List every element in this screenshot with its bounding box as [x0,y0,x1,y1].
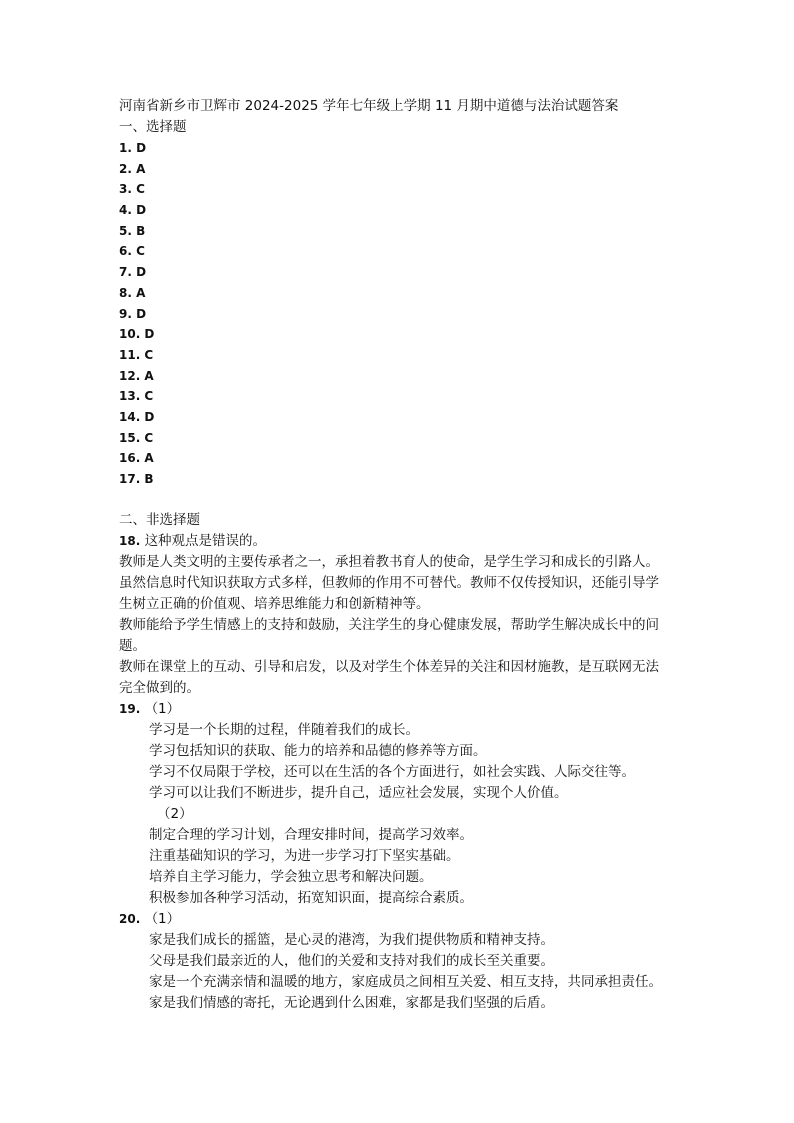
answer-line: 积极参加各种学习活动，拓宽知识面，提高综合素质。 [149,889,473,906]
answer-item: 9. D [119,306,147,321]
answer-line: 学习包括知识的获取、能力的培养和品德的修养等方面。 [149,742,487,759]
answer-item: 16. A [119,451,154,466]
answer-item: 2. A [119,161,146,176]
answer-item: 7. D [119,265,147,280]
spacer [119,490,689,510]
answer-item: 3. C [119,182,145,197]
question-18 [119,531,689,699]
question-lead-text: 这种观点是错误的。 [144,532,267,549]
answer-line: 生树立正确的价值观、培养思维能力和创新精神等。 [119,595,430,612]
part-label: （2） [157,805,193,822]
answer-list [119,138,689,490]
answer-line: 教师是人类文明的主要传承者之一，承担着教书育人的使命，是学生学习和成长的引路人。 [119,553,659,570]
answer-item: 17. B [119,472,154,486]
question-20-lead [119,909,689,930]
answer-item: 15. C [119,430,154,445]
document-title: 河南省新乡市卫辉市 2024-2025 学年七年级上学期 11 月期中道德与法治试题答案 [119,98,619,114]
answer-item: 10. D [119,327,155,342]
answer-line: 完全做到的。 [119,679,200,696]
section-heading-multiple-choice: 一、选择题 [119,119,187,135]
question-20 [119,909,689,1014]
answer-item: 14. D [119,409,155,424]
answer-line: 注重基础知识的学习，为进一步学习打下坚实基础。 [149,847,460,864]
answer-line: 父母是我们最亲近的人，他们的关爱和支持对我们的成长至关重要。 [149,952,554,969]
answer-item: 6. C [119,244,145,259]
answer-item: 11. C [119,347,154,362]
section-heading-non-choice: 二、非选择题 [119,511,200,528]
answer-item: 8. A [119,285,146,300]
answer-item: 1. D [119,141,147,155]
answer-line: 学习不仅局限于学校，还可以在生活的各个方面进行，如社会实践、人际交往等。 [149,763,635,780]
answer-line: 学习可以让我们不断进步，提升自己，适应社会发展，实现个人价值。 [149,784,568,801]
answer-line: 家是一个充满亲情和温暖的地方，家庭成员之间相互关爱、相互支持，共同承担责任。 [149,973,662,990]
answer-item: 12. A [119,368,154,383]
answer-line: 培养自主学习能力，学会独立思考和解决问题。 [149,868,433,885]
answer-line: 制定合理的学习计划，合理安排时间，提高学习效率。 [149,826,473,843]
answer-line: 教师能给予学生情感上的支持和鼓励，关注学生的身心健康发展，帮助学生解决成长中的问 [119,616,659,633]
document-page [119,96,689,1014]
part-label: （1） [144,700,181,717]
answer-item: 4. D [119,203,147,218]
question-19 [119,699,689,909]
question-18-lead [119,531,689,552]
answer-line: 教师在课堂上的互动、引导和启发，以及对学生个体差异的关注和因材施教，是互联网无法 [119,658,659,675]
question-number: 20. [119,911,141,926]
part-label: （1） [144,910,181,927]
answer-line: 学习是一个长期的过程，伴随着我们的成长。 [149,721,419,738]
question-number: 18. [119,533,141,548]
answer-line: 题。 [119,637,146,654]
question-19-lead [119,699,689,720]
answer-item: 13. C [119,389,154,404]
answer-line: 虽然信息时代知识获取方式多样，但教师的作用不可替代。教师不仅传授知识，还能引导学 [119,574,659,591]
answer-line: 家是我们情感的寄托，无论遇到什么困难，家都是我们坚强的后盾。 [149,994,554,1011]
answer-line: 家是我们成长的摇篮，是心灵的港湾，为我们提供物质和精神支持。 [149,931,554,948]
question-number: 19. [119,701,141,716]
answer-item: 5. B [119,223,146,238]
